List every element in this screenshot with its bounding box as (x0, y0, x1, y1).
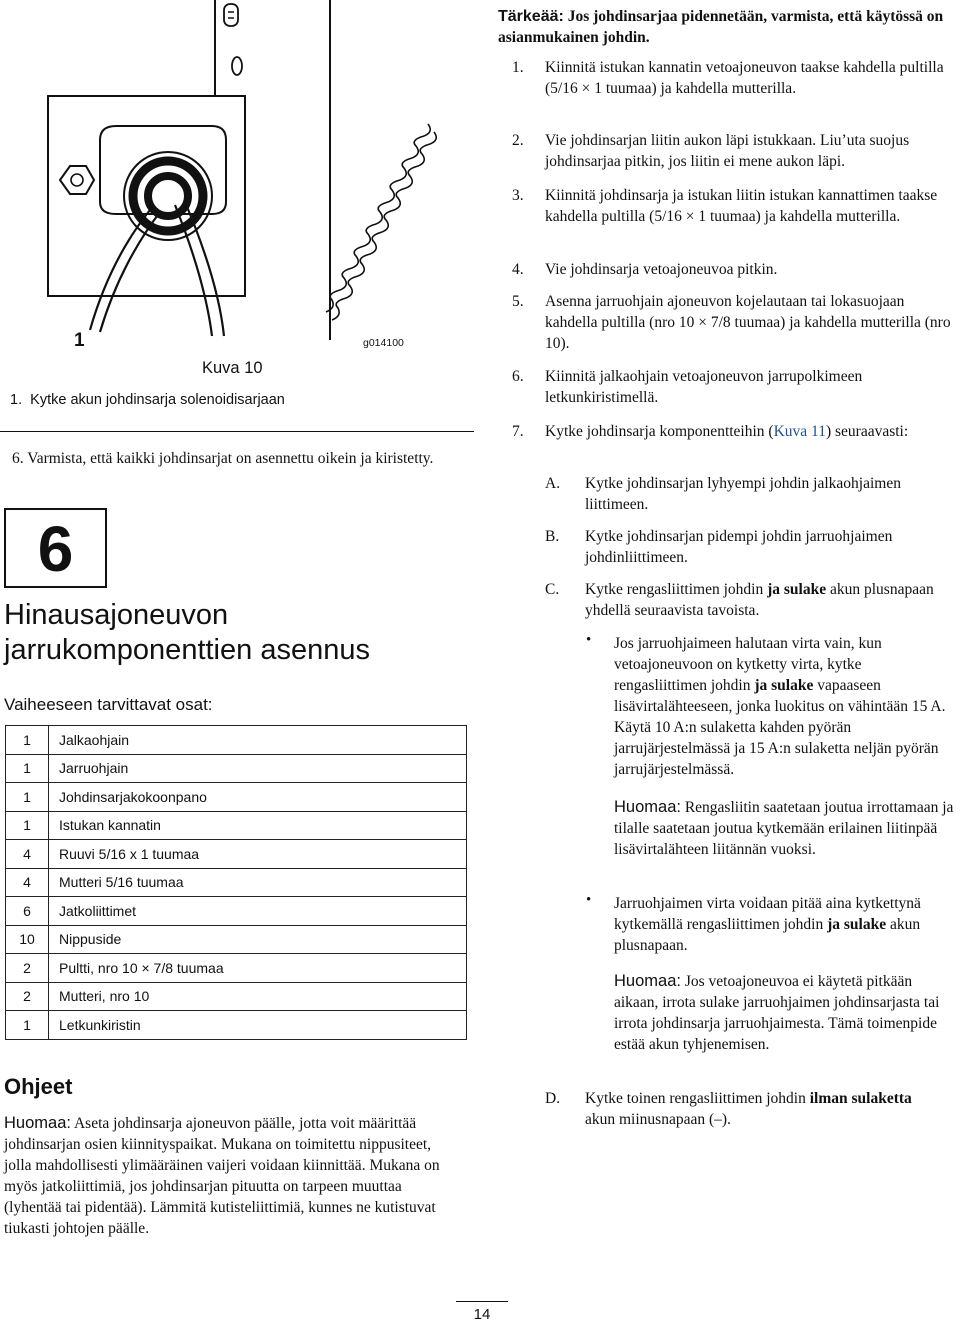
parts-row (6, 868, 467, 897)
step-text: Asenna jarruohjain ajoneuvon kojelautaan tai lokasuojaan kahdella pultilla (nro 10 × 7/8 tuumaa) ja kahdella mutterilla (nro 10). (545, 293, 951, 352)
step-7-number: 7. (512, 423, 524, 440)
substep-d-label: D. (545, 1090, 561, 1107)
part-name: Pultti, nro 10 × 7/8 tuumaa (49, 954, 467, 983)
step-6-text: 6. Varmista, että kaikki johdinsarjat on asennettu oikein ja kiristetty. (12, 450, 434, 467)
parts-row (6, 1011, 467, 1040)
step-number: 6. (512, 368, 524, 385)
bullet-1-text: Jos jarruohjaimeen halutaan virta vain, kun vetoajoneuvoon on kytketty virta, kytke rengasliittimen johdin (614, 635, 882, 694)
parts-row (6, 954, 467, 983)
part-qty: 4 (6, 840, 49, 869)
step-number: 3. (512, 187, 524, 204)
figure-kuva-10 (0, 0, 476, 432)
parts-row (6, 982, 467, 1011)
substep-c-bold: ja sulake (767, 581, 827, 598)
figure-bottom-rule (0, 431, 474, 432)
substep-a-text: Kytke johdinsarjan lyhyempi johdin jalkaohjaimen liittimeen. (585, 475, 901, 513)
step-5 (512, 291, 957, 354)
step-text: Kiinnitä istukan kannatin vetoajoneuvon taakse kahdella pultilla (5/16 × 1 tuumaa) ja kahdella mutterilla. (545, 59, 944, 97)
part-name: Johdinsarjakokoonpano (49, 783, 467, 812)
substep-d-bold: ilman sulaketta (809, 1090, 912, 1107)
part-name: Ruuvi 5/16 x 1 tuumaa (49, 840, 467, 869)
note-2 (614, 971, 954, 1055)
part-qty: 1 (6, 726, 49, 755)
parts-row (6, 754, 467, 783)
bullet-2-text: Jarruohjaimen virta voidaan pitää aina kytkettynä kytkemällä rengasliittimen johdin (614, 895, 921, 933)
bullet-2 (614, 893, 954, 956)
link-kuva-11[interactable]: Kuva 11 (773, 423, 826, 440)
part-name: Istukan kannatin (49, 811, 467, 840)
substep-b (545, 526, 960, 568)
part-qty: 2 (6, 982, 49, 1011)
part-name: Nippuside (49, 925, 467, 954)
step-text: Kiinnitä jalkaohjain vetoajoneuvon jarrupolkimeen letkunkiristimellä. (545, 368, 863, 406)
important-notice (498, 6, 948, 48)
part-name: Mutteri 5/16 tuumaa (49, 868, 467, 897)
step-7 (512, 421, 952, 442)
substep-a-label: A. (545, 475, 561, 492)
bullet-1-bold: ja sulake (754, 677, 814, 694)
part-qty: 2 (6, 954, 49, 983)
important-label: Tärkeää: (498, 8, 564, 25)
note-text: Aseta johdinsarja ajoneuvon päälle, jotta voit määrittää johdinsarjan osien kiinnityspaikat. Mukana on toimitettu nippusiteet, jolla mahdollisesti ylimääräinen vaijeri voidaan kiinnittää. Mukana on myös jatkoliittimiä, jos johdinsarjan pituutta on tarpeen muuttaa (lyhentää tai pidentää). Lämmitä kutisteliittimiä, kunnes ne kutistuvat tiukasti johtojen päälle. (4, 1115, 440, 1237)
part-name: Mutteri, nro 10 (49, 982, 467, 1011)
section-title-line-2: jarrukomponenttien asennus (4, 634, 370, 666)
important-text: Jos johdinsarjaa pidennetään, varmista, että käytössä on asianmukainen johdin. (498, 8, 944, 46)
step-number: 1. (512, 59, 524, 76)
part-qty: 1 (6, 811, 49, 840)
parts-row (6, 726, 467, 755)
note-2-label: Huomaa: (614, 972, 681, 990)
parts-row (6, 925, 467, 954)
step-2 (512, 130, 957, 172)
step-4 (512, 259, 957, 280)
part-qty: 6 (6, 897, 49, 926)
step-number: 2. (512, 132, 524, 149)
step-number: 5. (512, 293, 524, 310)
step-text: Vie johdinsarjan liitin aukon läpi istukkaan. Liu’uta suojus johdinsarjaa pitkin, jos liitin ei mene aukon läpi. (545, 132, 910, 170)
substep-c (545, 579, 960, 621)
page-number: 14 (473, 1306, 491, 1323)
figure-image-code: g014100 (363, 337, 404, 349)
part-qty: 1 (6, 1011, 49, 1040)
section-number: 6 (37, 513, 74, 585)
substep-d (545, 1088, 945, 1130)
step-text: Kiinnitä johdinsarja ja istukan liitin istukan kannattimen taakse kahdella pultilla (5/16 × 1 tuumaa) ja kahdella mutterilla. (545, 187, 938, 225)
bullet-1 (614, 633, 954, 780)
bullet-2-marker: • (586, 892, 592, 908)
substep-b-text: Kytke johdinsarjan pidempi johdin jarruohjaimen johdinliittimeen. (585, 528, 893, 566)
part-qty: 1 (6, 754, 49, 783)
parts-row (6, 783, 467, 812)
note-1-label: Huomaa: (614, 798, 681, 816)
part-qty: 4 (6, 868, 49, 897)
step-3 (512, 185, 957, 227)
part-name: Jalkaohjain (49, 726, 467, 755)
instructions-heading: Ohjeet (4, 1074, 73, 1099)
parts-heading: Vaiheeseen tarvittavat osat: (4, 695, 213, 714)
substep-c-label: C. (545, 581, 560, 598)
parts-row (6, 840, 467, 869)
section-number-box (4, 508, 107, 588)
step-number: 4. (512, 261, 524, 278)
step-text: Vie johdinsarja vetoajoneuvoa pitkin. (545, 261, 778, 278)
bullet-1-marker: • (586, 632, 592, 648)
section-title-line-1: Hinausajoneuvon (4, 599, 229, 631)
note-label: Huomaa: (4, 1114, 71, 1132)
figure-callout-1: 1 (74, 330, 85, 351)
bullet-1-text-end: vapaaseen lisävirtalähteeseen, jonka luokitus on vähintään 15 A. Käytä 10 A:n sulaketta kahden pyörän jarrujärjestelmässä ja 15 A:n sulaketta neljän pyörän jarrujärjestelmässä. (614, 677, 946, 778)
note-1-text: Rengasliitin saatetaan joutua irrottamaan ja tilalle saatetaan joutua kytkemään erilainen liitinpää lisävirtalähteen liitännän vuoksi. (614, 799, 954, 858)
instructions-note (4, 1113, 459, 1239)
part-name: Jarruohjain (49, 754, 467, 783)
part-qty: 10 (6, 925, 49, 954)
step-7-text: Kytke johdinsarja komponentteihin ( (545, 423, 774, 440)
note-2-text: Jos vetoajoneuvoa ei käytetä pitkään aikaan, irrota sulake jarruohjaimen johdinsarjasta tai irrota johdinsarja jarruohjaimesta. Tämä toimenpide estää akun tyhjenemisen. (614, 973, 940, 1053)
figure-legend: 1. Kytke akun johdinsarja solenoidisarjaan (10, 392, 285, 408)
part-name: Jatkoliittimet (49, 897, 467, 926)
part-name: Letkunkiristin (49, 1011, 467, 1040)
part-qty: 1 (6, 783, 49, 812)
parts-row (6, 897, 467, 926)
substep-d-text: Kytke toinen rengasliittimen johdin (585, 1090, 810, 1107)
footer-rule (456, 1301, 508, 1302)
substep-d-text-end: akun miinusnapaan (–). (585, 1111, 731, 1128)
figure-caption: Kuva 10 (202, 359, 263, 377)
step-1 (512, 57, 957, 99)
parts-row (6, 811, 467, 840)
substep-c-text: Kytke rengasliittimen johdin (585, 581, 768, 598)
substep-b-label: B. (545, 528, 560, 545)
wiring-illustration (0, 0, 476, 360)
parts-table (5, 725, 467, 1040)
bullet-2-text-end: akun plusnapaan. (614, 916, 921, 954)
substep-a (545, 473, 960, 515)
substep-c-text-end: akun plusnapaan yhdellä seuraavista tavoista. (585, 581, 934, 619)
bullet-2-bold: ja sulake (827, 916, 887, 933)
section-title (4, 598, 370, 668)
step-6 (512, 366, 957, 408)
note-1 (614, 797, 954, 860)
step-7-tail: ) seuraavasti: (825, 423, 909, 440)
